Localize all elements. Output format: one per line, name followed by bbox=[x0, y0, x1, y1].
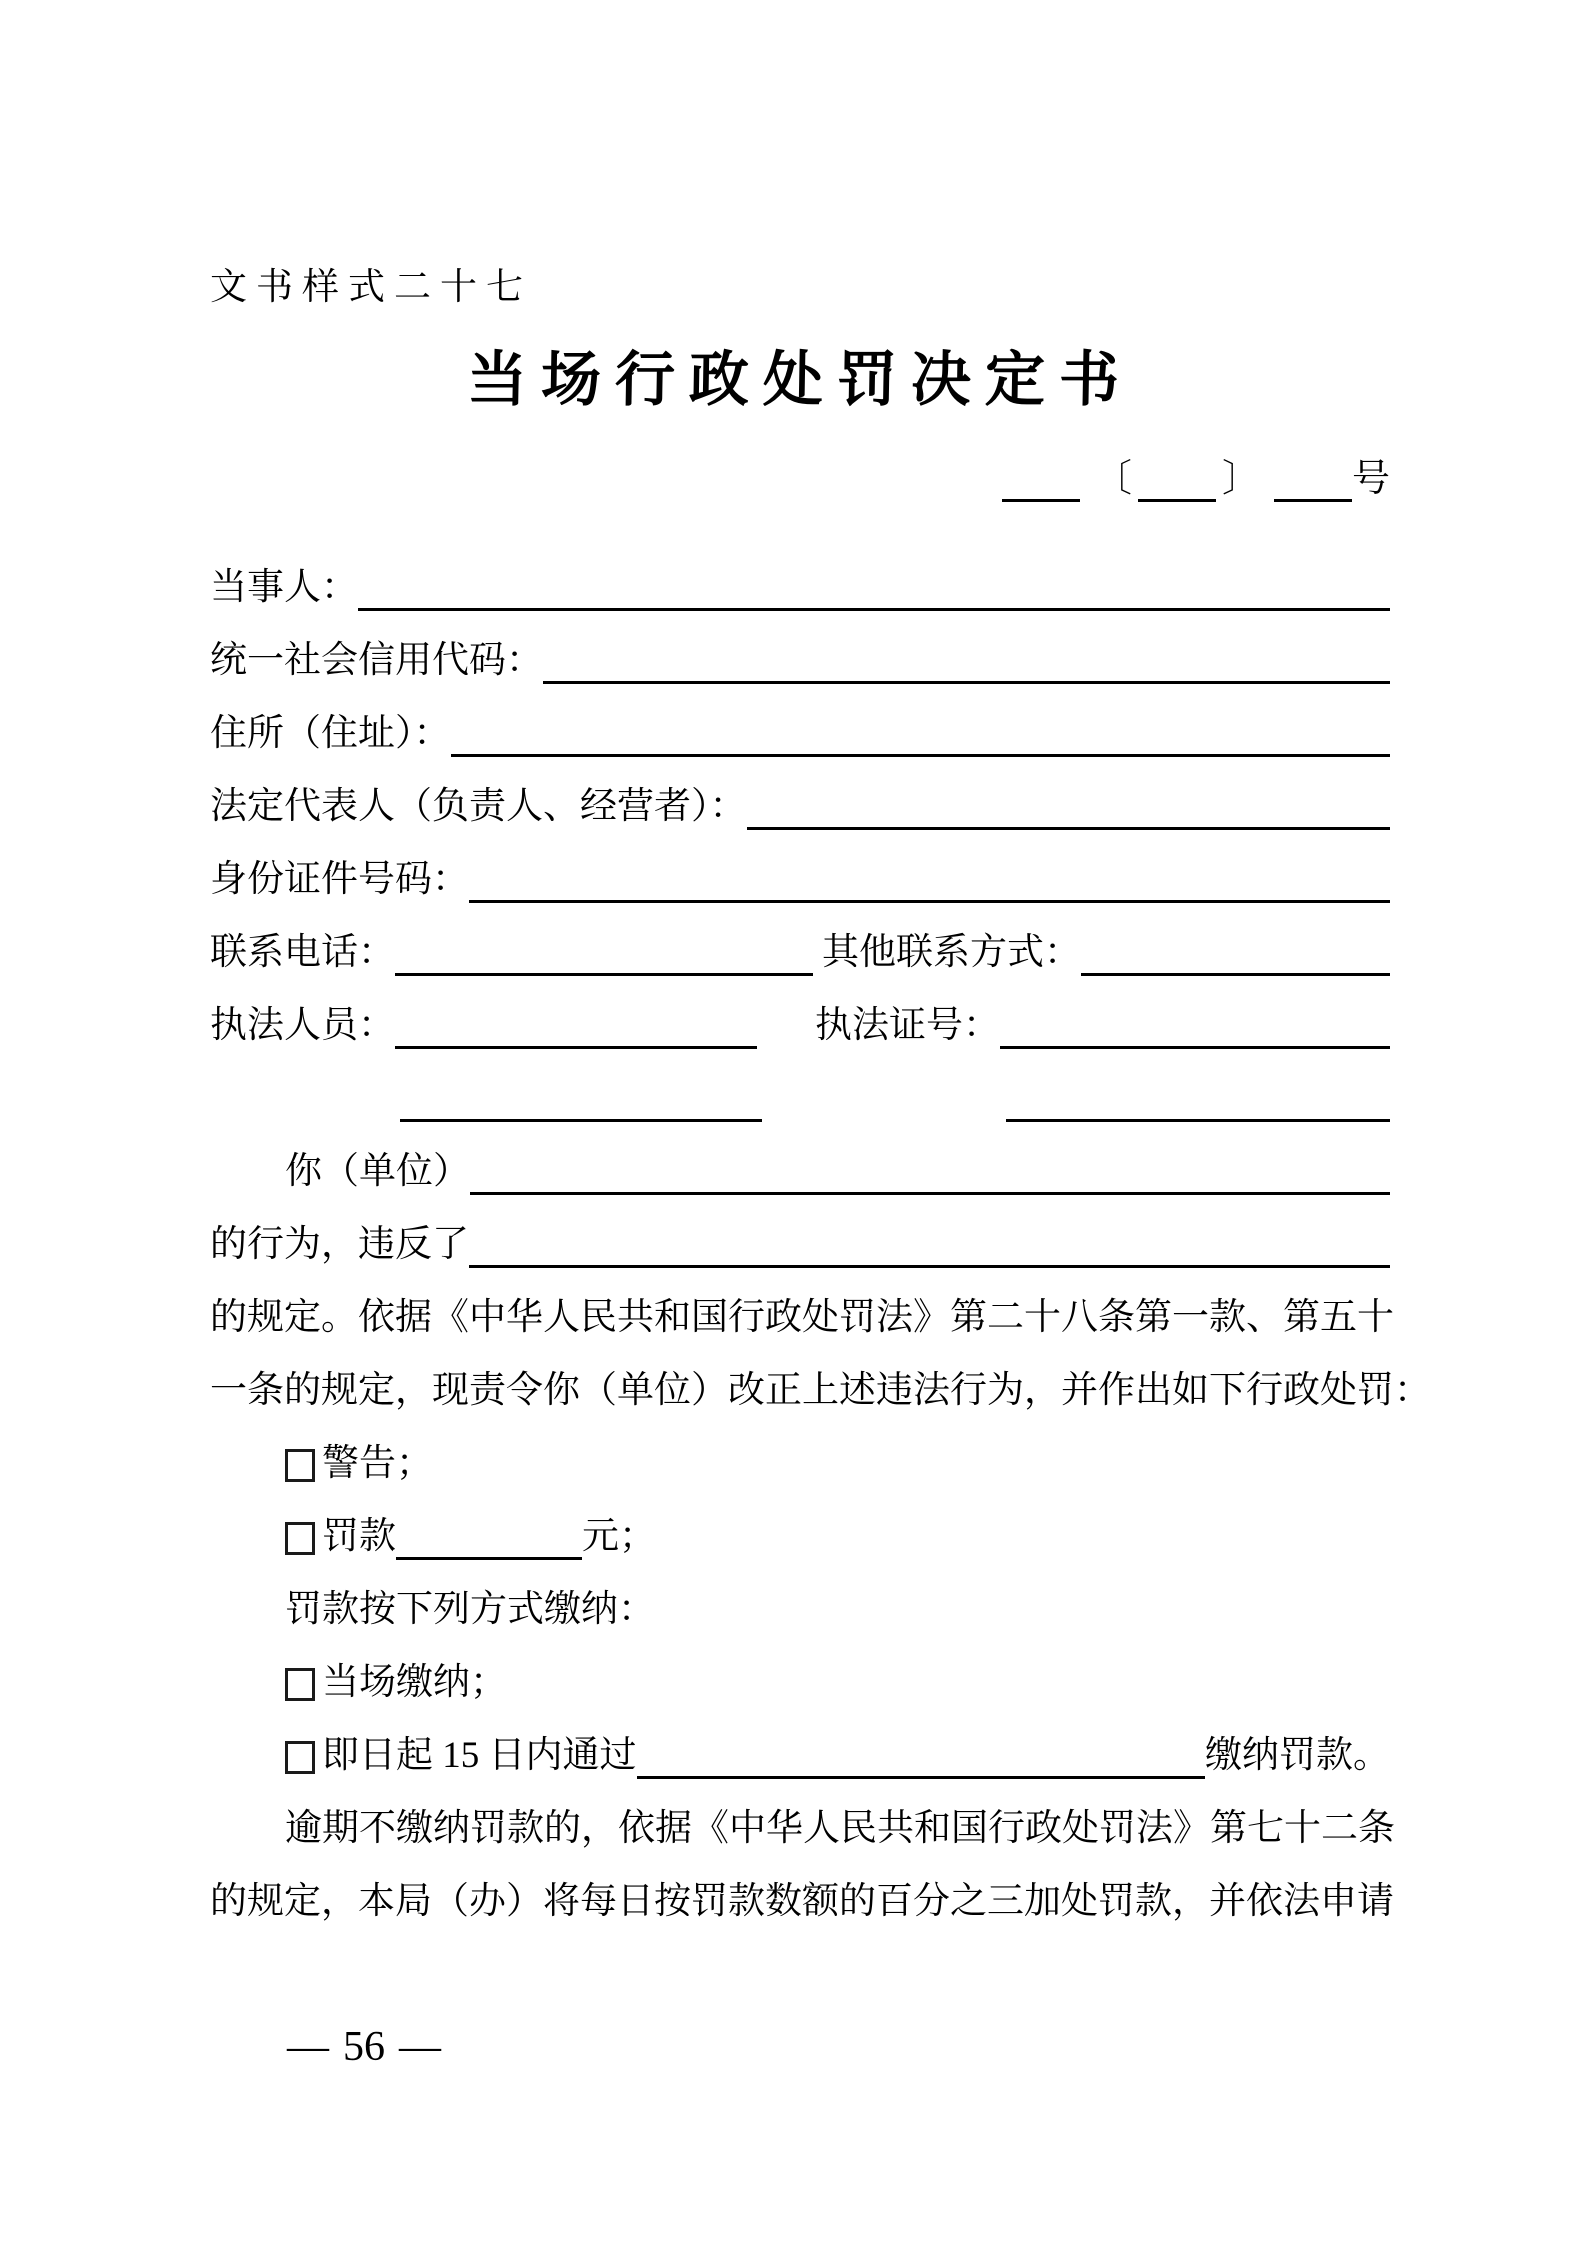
fine-checkbox[interactable] bbox=[285, 1522, 315, 1555]
doc-number-year-blank[interactable] bbox=[1138, 462, 1216, 502]
within15-prefix: 即日起 15 日内通过 bbox=[322, 1735, 637, 1776]
id-number-label: 身份证件号码： bbox=[210, 859, 469, 900]
document-title: 当场行政处罚决定书 bbox=[466, 347, 1134, 413]
overdue-line-1-text: 逾期不缴纳罚款的，依据《中华人民共和国行政处罚法》第七十二条 bbox=[285, 1808, 1395, 1849]
open-bracket: 〔 bbox=[1093, 458, 1132, 500]
legal-rep-blank[interactable] bbox=[747, 784, 1391, 830]
pay-method-row bbox=[210, 1560, 1390, 1633]
doc-number-prefix-blank[interactable] bbox=[1002, 462, 1080, 502]
other-contact-blank[interactable] bbox=[1081, 930, 1390, 976]
enforcer-id-blank[interactable] bbox=[1000, 1003, 1390, 1049]
onsite-checkbox[interactable] bbox=[285, 1668, 315, 1701]
id-number-row bbox=[210, 830, 1390, 903]
form-rows bbox=[210, 538, 1431, 1925]
address-blank[interactable] bbox=[451, 711, 1391, 757]
page-footer bbox=[287, 2022, 441, 2072]
enforcer-blank-2[interactable] bbox=[400, 1076, 762, 1122]
violation-row bbox=[210, 1195, 1390, 1268]
address-label: 住所（住址）： bbox=[210, 713, 451, 754]
regulation-line-1: 的规定。依据《中华人民共和国行政处罚法》第二十八条第一款、第五十 bbox=[210, 1297, 1394, 1338]
enforcer-id-label: 执法证号： bbox=[815, 1005, 1000, 1046]
you-unit-label: 你（单位） bbox=[285, 1151, 470, 1192]
doc-style-label: 文书样式二十七 bbox=[210, 267, 532, 308]
warning-checkbox[interactable] bbox=[285, 1449, 315, 1482]
violation-blank[interactable] bbox=[469, 1222, 1390, 1268]
fine-option-row bbox=[210, 1487, 1390, 1560]
party-blank[interactable] bbox=[358, 565, 1390, 611]
doc-number-suffix: 号 bbox=[1351, 458, 1390, 500]
page-number: 56 bbox=[343, 2024, 385, 2070]
payment-channel-blank[interactable] bbox=[637, 1733, 1206, 1779]
id-number-blank[interactable] bbox=[469, 857, 1390, 903]
document-content bbox=[210, 0, 1431, 1925]
onsite-option-label: 当场缴纳； bbox=[322, 1662, 507, 1703]
phone-row bbox=[210, 903, 1390, 976]
footer-dash-left: — bbox=[287, 2024, 329, 2070]
fine-amount-blank[interactable] bbox=[396, 1514, 582, 1560]
regulation-line-2: 一条的规定，现责令你（单位）改正上述违法行为，并作出如下行政处罚： bbox=[210, 1370, 1431, 1411]
uscc-row bbox=[210, 611, 1390, 684]
overdue-line-1 bbox=[210, 1779, 1395, 1852]
fine-suffix: 元； bbox=[582, 1516, 656, 1557]
other-contact-label: 其他联系方式： bbox=[822, 932, 1081, 973]
fine-prefix: 罚款 bbox=[322, 1516, 396, 1557]
phone-label: 联系电话： bbox=[210, 932, 395, 973]
phone-blank[interactable] bbox=[395, 930, 813, 976]
onsite-option-row bbox=[210, 1633, 1390, 1706]
party-label: 当事人： bbox=[210, 567, 358, 608]
within15-checkbox[interactable] bbox=[285, 1741, 315, 1774]
warning-option-label: 警告； bbox=[322, 1443, 433, 1484]
you-unit-row bbox=[210, 1122, 1390, 1195]
enforcer-id-blank-2[interactable] bbox=[1006, 1076, 1390, 1122]
uscc-label: 统一社会信用代码： bbox=[210, 640, 543, 681]
legal-rep-row bbox=[210, 757, 1390, 830]
doc-number-seq-blank[interactable] bbox=[1274, 462, 1352, 502]
within15-option-row bbox=[210, 1706, 1390, 1779]
enforcer-row bbox=[210, 976, 1390, 1049]
address-row bbox=[210, 684, 1390, 757]
close-bracket: 〕 bbox=[1221, 458, 1260, 500]
footer-dash-right: — bbox=[399, 2024, 441, 2070]
legal-rep-label: 法定代表人（负责人、经营者）： bbox=[210, 786, 747, 827]
doc-number-line bbox=[210, 414, 1390, 502]
enforcer-continuation-row bbox=[210, 1049, 1390, 1122]
within15-suffix: 缴纳罚款。 bbox=[1205, 1735, 1390, 1776]
party-row bbox=[210, 538, 1390, 611]
overdue-line-2: 的规定，本局（办）将每日按罚款数额的百分之三加处罚款，并依法申请 bbox=[210, 1881, 1394, 1922]
warning-option-row bbox=[210, 1414, 1390, 1487]
pay-method-heading: 罚款按下列方式缴纳： bbox=[285, 1589, 655, 1630]
violation-prefix: 的行为，违反了 bbox=[210, 1224, 469, 1265]
enforcer-blank[interactable] bbox=[395, 1003, 757, 1049]
enforcer-label: 执法人员： bbox=[210, 1005, 395, 1046]
uscc-blank[interactable] bbox=[543, 638, 1390, 684]
you-unit-blank[interactable] bbox=[470, 1149, 1390, 1195]
